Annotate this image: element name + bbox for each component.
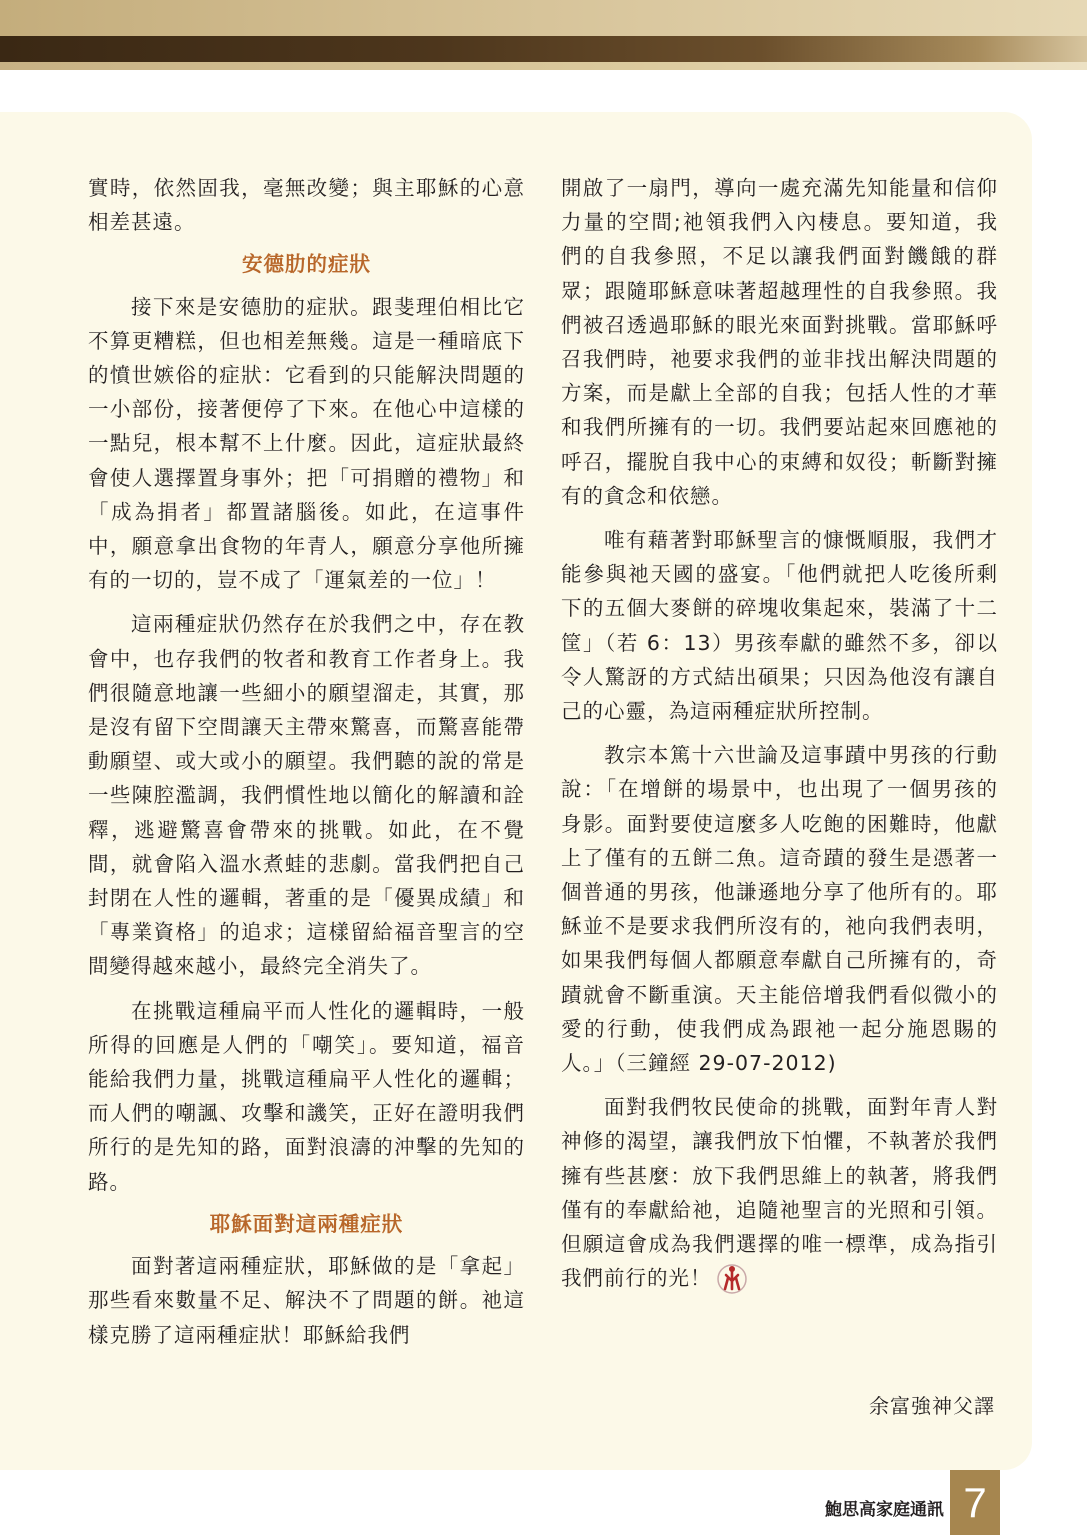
page-number: 7	[950, 1470, 1000, 1535]
paragraph: 接下來是安德肋的症狀。跟斐理伯相比它不算更糟糕，但也相差無幾。這是一種暗底下的憤世嫉俗的症狀：它看到的只能解決問題的一小部份，接著便停了下來。在他心中這樣的一點兒，根本幫不上什麼。因此，這症狀最終會使人選擇置身事外；把「可捐贈的禮物」和「成為捐者」都置諸腦後。如此，在這事件中，願意拿出食物的年青人，願意分享他所擁有的一切的，豈不成了「運氣差的一位」！	[88, 294, 525, 593]
paragraph: 教宗本篤十六世論及這事蹟中男孩的行動說：「在增餅的場景中，也出現了一個男孩的身影。面對要使這麼多人吃飽的困難時，他獻上了僅有的五餅二魚。這奇蹟的發生是憑著一個普通的男孩，他謙遜地分享了他所有的。耶穌並不是要求我們所沒有的，祂向我們表明，如果我們每個人都願意奉獻自己所擁有的，奇蹟就會不斷重演。天主能倍增我們看似微小的愛的行動，使我們成為跟祂一起分施恩賜的人。」（三鐘經 29-07-2012)	[561, 743, 998, 1076]
paragraph: 面對著這兩種症狀，耶穌做的是「拿起」那些看來數量不足、解決不了問題的餅。祂這樣克勝了這兩種症狀！耶穌給我們	[88, 1254, 525, 1347]
right-column	[561, 171, 998, 1296]
paragraph: 這兩種症狀仍然存在於我們之中，存在教會中，也存我們的牧者和教育工作者身上。我們很隨意地讓一些細小的願望溜走，其實，那是沒有留下空間讓天主帶來驚喜，而驚喜能帶動願望、或大或小的願望。我們聽的說的常是一些陳腔濫調，我們慣性地以簡化的解讀和詮釋，逃避驚喜會帶來的挑戰。如此，在不覺間，就會陷入溫水煮蛙的悲劇。當我們把自己封閉在人性的邏輯，著重的是「優異成績」和「專業資格」的追求；這樣留給福音聖言的空間變得越來越小，最終完全消失了。	[88, 612, 525, 979]
paragraph: 唯有藉著對耶穌聖言的慷慨順服，我們才能參與祂天國的盛宴。「他們就把人吃後所剩下的五個大麥餅的碎塊收集起來，裝滿了十二筐」（若 6：13）男孩奉獻的雖然不多，卻以令人驚訝的方式結出碩果；只因為他沒有讓自己的心靈，為這兩種症狀所控制。	[561, 528, 998, 724]
top-bar-thin-band	[0, 62, 1087, 70]
top-decorative-bar	[0, 0, 1087, 70]
top-bar-dark-band	[0, 36, 1087, 62]
publication-title: 鮑思高家庭通訊	[825, 1500, 944, 1520]
section-heading-andrew: 安德肋的症狀	[242, 252, 371, 277]
left-column	[88, 171, 525, 1352]
closing-text: 面對我們牧民使命的挑戰，面對年青人對神修的渴望，讓我們放下怕懼，不執著於我們擁有些甚麼：放下我們思維上的執著，將我們僅有的奉獻給祂，追隨祂聖言的光照和引領。但願這會成為我們選擇的唯一標準，成為指引我們前行的光！	[561, 1095, 998, 1291]
paragraph: 開啟了一扇門，導向一處充滿先知能量和信仰力量的空間;祂領我們入內棲息。要知道，我們的自我參照，不足以讓我們面對饑餓的群眾；跟隨耶穌意味著超越理性的自我參照。我們被召透過耶穌的眼光來面對挑戰。當耶穌呼召我們時，祂要求我們的並非找出解決問題的方案，而是獻上全部的自我；包括人性的才華和我們所擁有的一切。我們要站起來回應祂的呼召，擺脫自我中心的束縛和奴役；斬斷對擁有的貪念和依戀。	[561, 176, 998, 508]
paragraph: 在挑戰這種扁平而人性化的邏輯時，一般所得的回應是人們的「嘲笑」。要知道，福音能給我們力量，挑戰這種扁平人性化的邏輯；而人們的嘲諷、攻擊和譏笑，正好在證明我們所行的是先知的路，面對浪濤的沖擊的先知的路。	[88, 998, 525, 1194]
salesian-logo-icon	[716, 1263, 748, 1295]
paragraph-closing	[561, 1090, 998, 1295]
paragraph: 實時，依然固我，毫無改變；與主耶穌的心意相差甚遠。	[88, 176, 525, 235]
translator-credit: 余富強神父譯	[869, 1394, 995, 1418]
top-bar-light-band	[0, 0, 1087, 36]
section-heading-jesus: 耶穌面對這兩種症狀	[209, 1211, 404, 1236]
